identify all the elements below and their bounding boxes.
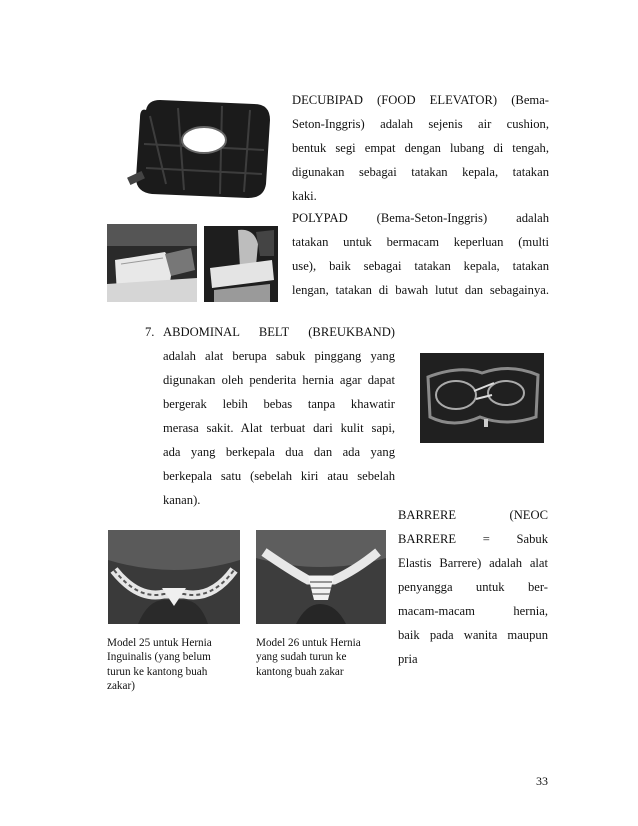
- decubipad-line: DECUBIPAD (FOOD ELEVATOR) (Bema-: [292, 93, 549, 107]
- list-item-number: 7.: [145, 325, 155, 339]
- polypad-line: POLYPAD (Bema-Seton-Inggris) adalah: [292, 211, 549, 225]
- polypad-line: tatakan untuk bermacam keperluan (multi: [292, 235, 549, 249]
- abdominal-line: adalah alat berupa sabuk pinggang yang: [163, 349, 395, 363]
- barrere-line: penyangga untuk ber-: [398, 580, 548, 594]
- polypad-photo-right: [204, 226, 278, 302]
- abdominal-line: ABDOMINAL BELT (BREUKBAND): [163, 325, 395, 339]
- polypad-line: lengan, tatakan di bawah lutut dan sebagainya.: [292, 283, 549, 297]
- decubipad-line: Seton-Inggris) adalah sejenis air cushion,: [292, 117, 549, 131]
- decubipad-line: bentuk segi empat dengan lubang di tengah,: [292, 141, 549, 155]
- barrere-line: pria: [398, 652, 418, 666]
- polypad-line: use), baik sebagai tatakan kepala, tatakan: [292, 259, 549, 273]
- abdominal-line: merasa sakit. Alat terbuat dari kulit sapi,: [163, 421, 395, 435]
- decubipad-photo: [126, 94, 274, 204]
- abdominal-line: kanan).: [163, 493, 201, 507]
- barrere-line: BARRERE = Sabuk: [398, 532, 548, 546]
- decubipad-description: [292, 88, 549, 208]
- barrere-description: [398, 503, 548, 671]
- barrere-line: macam-macam hernia,: [398, 604, 548, 618]
- abdominal-line: digunakan oleh penderita hernia agar dapat: [163, 373, 395, 387]
- decubipad-line: digunakan sebagai tatakan kepala, tatakan: [292, 165, 549, 179]
- polypad-photo-left: [107, 224, 197, 302]
- decubipad-line: kaki.: [292, 189, 317, 203]
- abdominal-belt-photo: [420, 353, 544, 443]
- barrere-line: BARRERE (NEOC: [398, 508, 548, 522]
- barrere-line: Elastis Barrere) adalah alat: [398, 556, 548, 570]
- model-25-photo: [108, 530, 240, 624]
- abdominal-belt-description: [163, 320, 395, 512]
- abdominal-line: berkepala satu (sebelah kiri atau sebelah: [163, 469, 395, 483]
- polypad-description: [292, 206, 549, 302]
- barrere-line: baik pada wanita maupun: [398, 628, 548, 642]
- abdominal-line: bergerak lebih bebas tanpa khawatir: [163, 397, 395, 411]
- model-25-caption: Model 25 untuk Hernia Inguinalis (yang belum turun ke kantong buah zakar): [107, 637, 212, 693]
- page-number: 33: [536, 774, 548, 788]
- model-26-photo: [256, 530, 386, 624]
- model-26-caption: Model 26 untuk Hernia yang sudah turun ke kantong buah zakar: [256, 637, 361, 678]
- abdominal-line: ada yang berkepala dua dan ada yang: [163, 445, 395, 459]
